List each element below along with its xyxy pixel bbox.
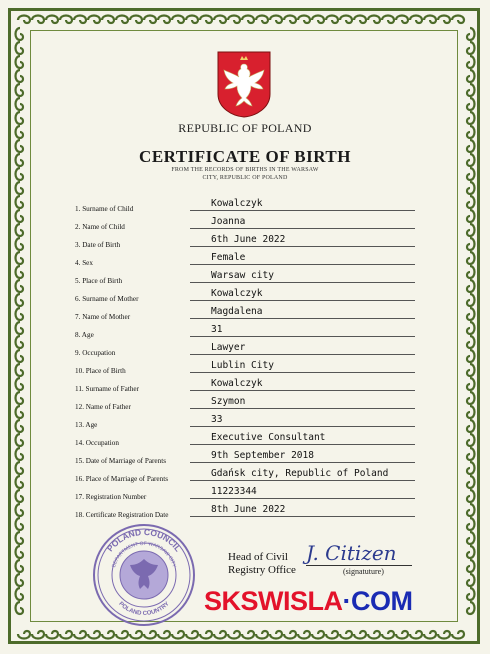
country-name: REPUBLIC OF POLAND bbox=[178, 121, 312, 135]
field-value: Szymon bbox=[211, 396, 246, 407]
field-value: Lublin City bbox=[211, 360, 274, 371]
field-underline bbox=[190, 264, 415, 265]
field-label: 11. Surname of Father bbox=[75, 385, 140, 393]
field-value: 33 bbox=[211, 414, 223, 425]
field-row bbox=[0, 216, 490, 234]
field-row bbox=[0, 486, 490, 504]
field-underline bbox=[190, 210, 415, 211]
field-row bbox=[0, 306, 490, 324]
seal-text-bottom: POLAND COUNTRY bbox=[117, 601, 171, 618]
field-underline bbox=[190, 498, 415, 499]
field-underline bbox=[190, 408, 415, 409]
field-value: 11223344 bbox=[211, 486, 257, 497]
field-value: 8th June 2022 bbox=[211, 504, 286, 515]
seal-text-ring: DEPARTMENT OF WARSAW CITY bbox=[111, 540, 177, 569]
field-label: 1. Surname of Child bbox=[75, 205, 134, 213]
field-underline bbox=[190, 390, 415, 391]
office-line2: Registry Office bbox=[228, 564, 296, 576]
field-row bbox=[0, 324, 490, 342]
signature-caption: (signatuture) bbox=[343, 567, 384, 576]
seal-text-top: POLAND COUNCIL bbox=[104, 526, 184, 554]
field-label: 18. Certificate Registration Date bbox=[75, 511, 169, 519]
field-underline bbox=[190, 246, 415, 247]
field-underline bbox=[190, 462, 415, 463]
field-label: 2. Name of Child bbox=[75, 223, 125, 231]
watermark-part2: ·COM bbox=[342, 586, 413, 616]
field-value: 6th June 2022 bbox=[211, 234, 286, 245]
field-row bbox=[0, 378, 490, 396]
field-label: 14. Occupation bbox=[75, 439, 119, 447]
field-value: Kowalczyk bbox=[211, 198, 263, 209]
signature-line bbox=[306, 565, 412, 566]
field-underline bbox=[190, 336, 415, 337]
official-seal-icon bbox=[90, 521, 198, 629]
watermark-logo bbox=[204, 586, 413, 617]
field-row bbox=[0, 450, 490, 468]
field-value: 9th September 2018 bbox=[211, 450, 314, 461]
field-label: 7. Name of Mother bbox=[75, 313, 131, 321]
field-label: 12. Name of Father bbox=[75, 403, 131, 411]
field-label: 17. Registration Number bbox=[75, 493, 147, 501]
field-label: 5. Place of Birth bbox=[75, 277, 123, 285]
registry-office-title bbox=[228, 551, 296, 577]
field-label: 4. Sex bbox=[75, 259, 93, 267]
field-label: 10. Place of Birth bbox=[75, 367, 126, 375]
field-row bbox=[0, 414, 490, 432]
polish-eagle-emblem-icon bbox=[216, 50, 272, 118]
field-underline bbox=[190, 426, 415, 427]
field-row bbox=[0, 396, 490, 414]
field-value: Kowalczyk bbox=[211, 378, 263, 389]
field-value: Joanna bbox=[211, 216, 246, 227]
field-label: 15. Date of Marriage of Parents bbox=[75, 457, 167, 465]
field-value: Warsaw city bbox=[211, 270, 274, 281]
field-underline bbox=[190, 282, 415, 283]
field-value: Magdalena bbox=[211, 306, 263, 317]
field-value: 31 bbox=[211, 324, 223, 335]
field-value: Female bbox=[211, 252, 246, 263]
field-value: Executive Consultant bbox=[211, 432, 326, 443]
field-row bbox=[0, 198, 490, 216]
certificate-subtitle-line2: CITY, REPUBLIC OF POLAND bbox=[202, 175, 288, 181]
field-row bbox=[0, 468, 490, 486]
field-row bbox=[0, 432, 490, 450]
certificate-subtitle-line1: FROM THE RECORDS OF BIRTHS IN THE WARSAW bbox=[171, 167, 319, 173]
field-row bbox=[0, 288, 490, 306]
field-row bbox=[0, 252, 490, 270]
field-underline bbox=[190, 372, 415, 373]
field-label: 9. Occupation bbox=[75, 349, 116, 357]
office-line1: Head of Civil bbox=[228, 551, 288, 563]
field-underline bbox=[190, 480, 415, 481]
field-row bbox=[0, 270, 490, 288]
signature: J. Citizen bbox=[306, 541, 397, 565]
field-row bbox=[0, 234, 490, 252]
field-label: 16. Place of Marriage of Parents bbox=[75, 475, 169, 483]
field-underline bbox=[190, 354, 415, 355]
field-label: 3. Date of Birth bbox=[75, 241, 121, 249]
certificate-title: CERTIFICATE OF BIRTH bbox=[139, 147, 351, 166]
field-underline bbox=[190, 444, 415, 445]
field-value: Lawyer bbox=[211, 342, 246, 353]
field-label: 13. Age bbox=[75, 421, 98, 429]
field-value: Gdańsk city, Republic of Poland bbox=[211, 468, 389, 479]
field-row bbox=[0, 504, 490, 522]
field-underline bbox=[190, 516, 415, 517]
field-underline bbox=[190, 228, 415, 229]
field-label: 6. Surname of Mother bbox=[75, 295, 139, 303]
field-underline bbox=[190, 318, 415, 319]
field-label: 8. Age bbox=[75, 331, 94, 339]
field-underline bbox=[190, 300, 415, 301]
watermark-part1: SKSWISLA bbox=[204, 586, 343, 616]
field-row bbox=[0, 342, 490, 360]
field-row bbox=[0, 360, 490, 378]
field-value: Kowalczyk bbox=[211, 288, 263, 299]
